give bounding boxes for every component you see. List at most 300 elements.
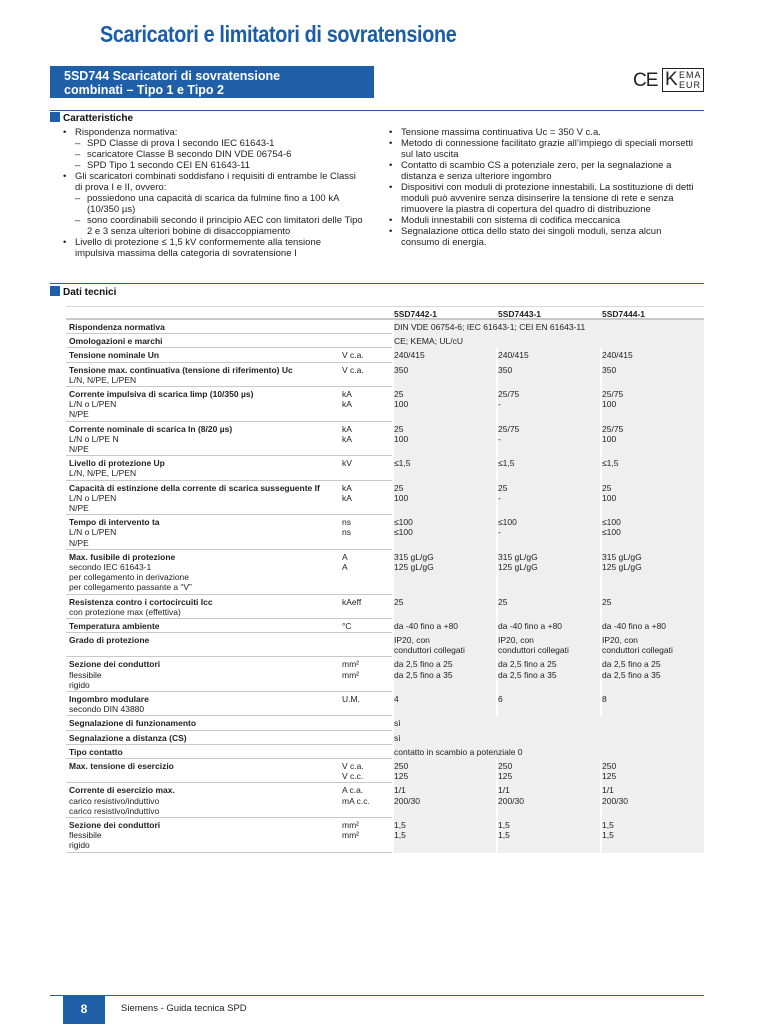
value-model-3: [602, 517, 704, 537]
value-line: 100: [394, 433, 409, 444]
bullet-marker: •: [389, 226, 393, 237]
table-row: [66, 759, 704, 783]
parameter-subline: per collegamento in derivazione: [69, 572, 190, 583]
value-line: da 2,5 fino a 25: [602, 659, 661, 670]
value-line: 315 gL/gG: [602, 551, 642, 562]
table-row: [66, 550, 704, 595]
value-model-3: [602, 761, 704, 781]
parameter-name: Tipo contatto: [69, 746, 123, 757]
value-model-3: [602, 483, 704, 503]
table-row: [66, 818, 704, 853]
row-label: [69, 350, 329, 360]
unit-line: kA: [342, 482, 352, 493]
value-model-3: [602, 424, 704, 444]
dash-marker: –: [75, 138, 81, 149]
value-line: 315 gL/gG: [498, 551, 538, 562]
value-line: 25/75: [498, 388, 520, 399]
unit-line: V c.c.: [342, 771, 364, 782]
row-label: [69, 820, 329, 851]
value-model-1: [394, 365, 496, 375]
value-line: IP20, con: [498, 635, 534, 646]
value-line: 1,5: [498, 830, 510, 841]
unit-line: kA: [342, 388, 352, 399]
bullet-marker: •: [389, 138, 393, 149]
bullet-marker: •: [389, 215, 393, 226]
value-model-3: [602, 820, 704, 840]
section-divider: [50, 283, 704, 284]
table-row: [66, 595, 704, 619]
product-banner-line-1: 5SD744 Scaricatori di sovratensione: [64, 69, 281, 83]
value-line: 1/1: [602, 785, 614, 796]
parameter-subline: rigido: [69, 840, 90, 851]
value-model-3: [602, 458, 704, 468]
feature-item: [63, 160, 363, 171]
dash-marker: –: [75, 160, 81, 171]
bullet-marker: •: [389, 160, 393, 171]
dash-marker: –: [75, 215, 81, 226]
feature-item: [63, 149, 363, 160]
unit-line: mm²: [342, 830, 359, 841]
unit-line: kAeff: [342, 596, 362, 607]
table-row: [66, 716, 704, 730]
parameter-name: Corrente nominale di scarica In (8/20 µs): [69, 423, 233, 434]
value-model-1: [394, 621, 496, 631]
table-row: [66, 783, 704, 818]
row-label: [69, 694, 329, 714]
table-row: [66, 692, 704, 716]
parameter-subline: L/N o L/PEN: [69, 399, 117, 410]
value-line: 25: [602, 482, 612, 493]
kema-logo-k: K: [665, 69, 678, 90]
unit-line: ns: [342, 527, 351, 538]
row-label: [69, 747, 329, 757]
value-line: 100: [602, 433, 617, 444]
kema-logo-line-1: EMA: [679, 70, 702, 80]
table-body: [66, 320, 704, 853]
row-unit: [342, 458, 392, 468]
parameter-subline: per collegamento passante a “V”: [69, 582, 192, 593]
parameter-subline: N/PE: [69, 537, 89, 548]
value-line: -: [498, 399, 501, 410]
bullet-marker: •: [63, 237, 67, 248]
value-line: da 2,5 fino a 35: [498, 669, 557, 680]
value-line: da -40 fino a +80: [394, 620, 459, 631]
feature-text: Tensione massima continuativa Uc = 350 V c.a.: [401, 127, 601, 138]
value-model-2: [498, 365, 600, 375]
footer-divider: [50, 995, 704, 996]
table-row: [66, 422, 704, 457]
value-line: -: [498, 527, 501, 538]
row-label: [69, 733, 329, 743]
value-model-1: [394, 659, 496, 679]
row-label: [69, 635, 329, 645]
parameter-name: Resistenza contro i cortocircuiti Icc: [69, 596, 213, 607]
table-row: [66, 657, 704, 692]
parameter-name: Rispondenza normativa: [69, 322, 165, 332]
value-line: 8: [602, 694, 607, 705]
value-line: 25: [498, 482, 508, 493]
value-model-1: [394, 552, 496, 572]
bullet-marker: •: [63, 171, 67, 182]
tech-data-table: [66, 306, 704, 853]
model-header-3: 5SD7444-1: [602, 309, 646, 319]
parameter-name: Sezione dei conduttori: [69, 820, 161, 831]
table-row: [66, 387, 704, 422]
value-model-2: [498, 350, 600, 360]
unit-line: A c.a.: [342, 785, 364, 796]
parameter-subline: secondo DIN 43880: [69, 704, 145, 715]
row-label: [69, 458, 329, 478]
value-line: 25: [602, 596, 612, 607]
spanning-value: CE; KEMA; UL/cU: [394, 336, 463, 347]
parameter-name: Sezione dei conduttori: [69, 659, 161, 670]
feature-text: Segnalazione ottica dello stato dei singoli moduli, senza alcun consumo di energia.: [401, 226, 662, 248]
value-model-2: [498, 635, 600, 655]
parameter-subline: carico resistivo/induttivo: [69, 805, 160, 816]
row-label: [69, 365, 329, 385]
value-model-1: [394, 389, 496, 409]
value-line: 125: [498, 771, 513, 782]
features-left-column: [63, 127, 363, 259]
value-line: IP20, con: [394, 635, 430, 646]
value-line: 1,5: [602, 820, 614, 831]
row-unit: [342, 517, 392, 537]
value-model-1: [394, 458, 496, 468]
value-model-2: [498, 458, 600, 468]
feature-item: [63, 215, 363, 237]
page-title: Scaricatori e limitatori di sovratensione: [100, 21, 457, 47]
header-divider: [50, 110, 704, 111]
tech-data-heading: [50, 286, 116, 298]
unit-line: A: [342, 551, 348, 562]
unit-line: kA: [342, 433, 352, 444]
features-right-column: [389, 127, 701, 248]
feature-text: Metodo di connessione facilitato grazie all’impiego di speciali morsetti sul lato uscita: [401, 138, 694, 160]
row-label: [69, 322, 329, 332]
feature-text: Livello di protezione ≤ 1,5 kV conformemente alla tensione impulsiva massima della categoria di sovratensione I: [75, 237, 322, 259]
unit-line: °C: [342, 620, 352, 631]
value-model-3: [602, 785, 704, 805]
row-unit: [342, 597, 392, 607]
table-row: [66, 619, 704, 633]
value-line: 25: [394, 482, 404, 493]
value-model-1: [394, 761, 496, 781]
value-model-2: [498, 389, 600, 409]
unit-line: kV: [342, 458, 352, 469]
value-model-3: [602, 365, 704, 375]
parameter-subline: L/N o L/PE N: [69, 433, 119, 444]
ce-mark-logo: CE: [633, 70, 658, 91]
row-unit: [342, 761, 392, 781]
value-line: 1/1: [498, 785, 510, 796]
unit-line: mm²: [342, 820, 359, 831]
value-model-1: [394, 424, 496, 444]
feature-text: SPD Tipo 1 secondo CEI EN 61643-11: [87, 160, 251, 171]
value-model-2: [498, 820, 600, 840]
row-label: [69, 597, 329, 617]
value-model-3: [602, 659, 704, 679]
value-line: 250: [498, 761, 513, 772]
kema-keur-logo: [662, 68, 704, 92]
table-row: [66, 456, 704, 480]
value-model-1: [394, 694, 496, 704]
value-line: 25: [498, 596, 508, 607]
value-model-1: [394, 483, 496, 503]
row-unit: [342, 350, 392, 360]
value-line: 240/415: [394, 350, 425, 361]
value-line: 1/1: [394, 785, 406, 796]
features-heading-text: Caratteristiche: [63, 113, 134, 124]
parameter-name: Grado di protezione: [69, 635, 150, 646]
feature-item: [63, 127, 363, 138]
table-row: [66, 745, 704, 759]
feature-item: [389, 226, 701, 248]
value-line: 200/30: [498, 795, 524, 806]
row-unit: [342, 820, 392, 840]
unit-line: ns: [342, 517, 351, 528]
bullet-marker: •: [389, 182, 393, 193]
value-model-3: [602, 621, 704, 631]
row-unit: [342, 694, 392, 704]
value-model-2: [498, 785, 600, 805]
row-unit: [342, 621, 392, 631]
section-marker-icon: [50, 286, 60, 296]
table-row: [66, 633, 704, 657]
value-line: 1,5: [498, 820, 510, 831]
parameter-name: Corrente impulsiva di scarica Iimp (10/350 µs): [69, 388, 254, 399]
spanning-value: sì: [394, 732, 401, 743]
parameter-name: Omologazioni e marchi: [69, 336, 163, 347]
feature-text: scaricatore Classe B secondo DIN VDE 06754-6: [87, 149, 292, 160]
value-line: da 2,5 fino a 25: [498, 659, 557, 670]
value-model-2: [498, 761, 600, 781]
value-line: -: [498, 492, 501, 503]
value-model-1: [394, 597, 496, 607]
value-line: 1,5: [394, 830, 406, 841]
value-model-3: [602, 694, 704, 704]
parameter-subline: L/N o L/PEN: [69, 492, 117, 503]
footer-text: Siemens - Guida tecnica SPD: [121, 1003, 247, 1014]
feature-text: Rispondenza normativa:: [75, 127, 178, 138]
value-model-2: [498, 694, 600, 704]
unit-line: V c.a.: [342, 364, 364, 375]
row-label: [69, 761, 329, 771]
value-line: 125 gL/gG: [394, 561, 434, 572]
value-line: 125: [602, 771, 617, 782]
value-line: 1,5: [602, 830, 614, 841]
value-line: 100: [394, 399, 409, 410]
table-header: [66, 306, 704, 320]
value-model-1: [394, 517, 496, 537]
row-label: [69, 659, 329, 690]
row-unit: [342, 552, 392, 572]
value-line: ≤100: [602, 527, 621, 538]
unit-line: kA: [342, 423, 352, 434]
value-model-2: [498, 621, 600, 631]
feature-item: [63, 237, 363, 259]
spanning-value: sì: [394, 718, 401, 729]
value-line: 25: [394, 388, 404, 399]
value-line: 250: [394, 761, 409, 772]
row-label: [69, 517, 329, 548]
spanning-value: DIN VDE 06754-6; IEC 61643-1; CEI EN 61643-11: [394, 322, 586, 332]
row-label: [69, 621, 329, 631]
parameter-subline: rigido: [69, 679, 90, 690]
unit-line: mm²: [342, 669, 359, 680]
row-unit: [342, 659, 392, 679]
value-line: da -40 fino a +80: [602, 620, 667, 631]
value-model-1: [394, 350, 496, 360]
value-model-3: [602, 552, 704, 572]
bullet-marker: •: [63, 127, 67, 138]
parameter-subline: L/N o L/PEN: [69, 527, 117, 538]
row-label: [69, 718, 329, 728]
feature-item: [389, 160, 701, 182]
parameter-name: Tensione max. continuativa (tensione di riferimento) Uc: [69, 364, 293, 375]
parameter-subline: carico resistivo/induttivo: [69, 795, 160, 806]
feature-item: [389, 215, 701, 226]
dash-marker: –: [75, 149, 81, 160]
value-model-2: [498, 552, 600, 572]
unit-line: mm²: [342, 659, 359, 670]
parameter-name: Ingombro modulare: [69, 694, 149, 705]
value-model-2: [498, 597, 600, 607]
value-line: conduttori collegati: [498, 645, 569, 656]
parameter-name: Max. tensione di esercizio: [69, 761, 174, 772]
feature-item: [63, 171, 363, 193]
value-model-1: [394, 820, 496, 840]
value-model-2: [498, 659, 600, 679]
row-label: [69, 785, 329, 816]
value-line: 1,5: [394, 820, 406, 831]
feature-text: Dispositivi con moduli di protezione innestabili. La sostituzione di detti moduli può avvenire senza disinserire la tensione di rete e senza rimuovere la piastra di copertura del quadro di distribuzione: [401, 182, 694, 215]
value-line: ≤100: [498, 517, 517, 528]
table-row: [66, 731, 704, 745]
parameter-name: Segnalazione a distanza (CS): [69, 732, 187, 743]
parameter-name: Capacità di estinzione della corrente di scarica susseguente If: [69, 482, 320, 493]
row-unit: [342, 483, 392, 503]
value-line: 25: [394, 423, 404, 434]
value-model-3: [602, 597, 704, 607]
parameter-name: Max. fusibile di protezione: [69, 551, 176, 562]
unit-line: U.M.: [342, 694, 360, 705]
value-line: 350: [602, 364, 617, 375]
value-line: 100: [602, 492, 617, 503]
value-line: 125: [394, 771, 409, 782]
value-model-3: [602, 350, 704, 360]
value-line: 25/75: [602, 388, 624, 399]
parameter-name: Segnalazione di funzionamento: [69, 718, 197, 729]
tech-data-heading-text: Dati tecnici: [63, 287, 117, 298]
unit-line: V c.a.: [342, 350, 364, 361]
value-line: 125 gL/gG: [498, 561, 538, 572]
value-line: conduttori collegati: [394, 645, 465, 656]
value-line: 6: [498, 694, 503, 705]
value-line: 350: [498, 364, 513, 375]
row-label: [69, 483, 329, 514]
value-line: ≤100: [394, 517, 413, 528]
value-line: 100: [394, 492, 409, 503]
parameter-name: Livello di protezione Up: [69, 458, 165, 469]
parameter-subline: flessibile: [69, 669, 102, 680]
unit-line: kA: [342, 492, 352, 503]
value-line: ≤1,5: [602, 458, 619, 469]
value-line: ≤100: [602, 517, 621, 528]
value-line: 200/30: [602, 795, 628, 806]
parameter-name: Temperatura ambiente: [69, 620, 160, 631]
row-unit: [342, 389, 392, 409]
unit-line: A: [342, 561, 348, 572]
row-label: [69, 552, 329, 593]
parameter-subline: L/N, N/PE, L/PEN: [69, 468, 137, 479]
value-line: ≤100: [394, 527, 413, 538]
value-model-2: [498, 517, 600, 537]
value-line: 4: [394, 694, 399, 705]
parameter-subline: N/PE: [69, 502, 89, 513]
parameter-subline: N/PE: [69, 443, 89, 454]
value-line: da 2,5 fino a 35: [394, 669, 453, 680]
unit-line: mA c.c.: [342, 795, 370, 806]
product-banner: [50, 66, 374, 98]
parameter-subline: con protezione max (effettiva): [69, 606, 181, 617]
parameter-subline: flessibile: [69, 830, 102, 841]
table-row: [66, 515, 704, 550]
value-model-2: [498, 424, 600, 444]
feature-text: sono coordinabili secondo il principio AEC con limitatori delle Tipo 2 e 3 senza ulteriori bobine di disaccoppiamento: [87, 215, 363, 237]
row-label: [69, 336, 329, 346]
feature-item: [63, 193, 363, 215]
parameter-subline: secondo IEC 61643-1: [69, 561, 152, 572]
dash-marker: –: [75, 193, 81, 204]
feature-text: Moduli innestabili con sistema di codifica meccanica: [401, 215, 621, 226]
features-heading: [50, 112, 133, 124]
feature-text: Gli scaricatori combinati soddisfano i requisiti di entrambe le Classi di prova I e II, ovvero:: [75, 171, 356, 193]
value-model-3: [602, 389, 704, 409]
value-line: 200/30: [394, 795, 420, 806]
feature-text: Contatto di scambio CS a potenziale zero, per la segnalazione a distanza e senza ulteriore ingombro: [401, 160, 672, 182]
table-row: [66, 363, 704, 387]
value-line: da 2,5 fino a 25: [394, 659, 453, 670]
feature-text: SPD Classe di prova I secondo IEC 61643-1: [87, 138, 275, 149]
value-line: ≤1,5: [498, 458, 515, 469]
value-line: IP20, con: [602, 635, 638, 646]
spanning-value: contatto in scambio a potenziale 0: [394, 746, 523, 757]
table-row: [66, 320, 704, 334]
page-number: 8: [63, 995, 105, 1024]
kema-logo-line-2: EUR: [679, 80, 702, 90]
feature-item: [63, 138, 363, 149]
value-model-1: [394, 635, 496, 655]
table-row: [66, 348, 704, 362]
row-label: [69, 424, 329, 455]
parameter-subline: L/N, N/PE, L/PEN: [69, 374, 137, 385]
unit-line: kA: [342, 399, 352, 410]
value-line: da -40 fino a +80: [498, 620, 563, 631]
bullet-marker: •: [389, 127, 393, 138]
feature-item: [389, 138, 701, 160]
value-model-1: [394, 785, 496, 805]
model-header-1: 5SD7442-1: [394, 309, 438, 319]
parameter-name: Corrente di esercizio max.: [69, 785, 175, 796]
row-unit: [342, 365, 392, 375]
row-unit: [342, 785, 392, 805]
section-marker-icon: [50, 112, 60, 122]
value-line: 125 gL/gG: [602, 561, 642, 572]
unit-line: V c.a.: [342, 761, 364, 772]
value-line: da 2,5 fino a 35: [602, 669, 661, 680]
value-line: 250: [602, 761, 617, 772]
value-line: 25/75: [602, 423, 624, 434]
